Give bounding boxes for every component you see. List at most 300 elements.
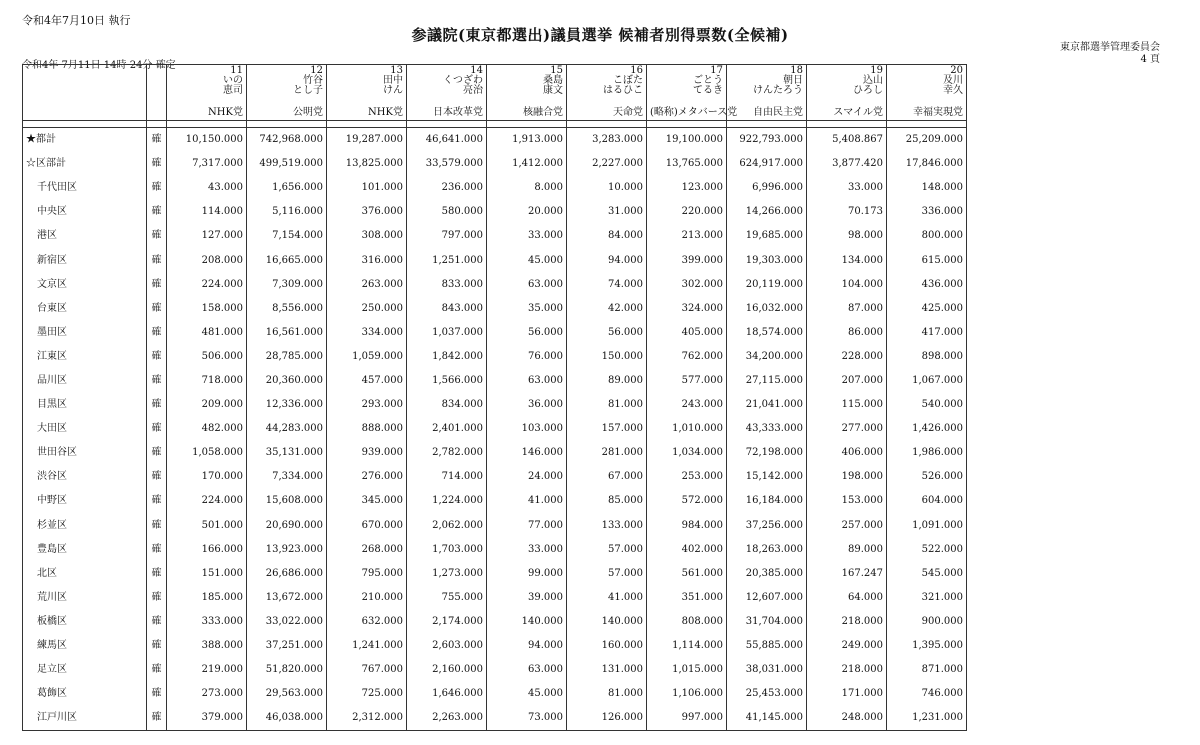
vote-count-cell: 376.000 [327, 200, 407, 224]
vote-count-cell: 55,885.000 [727, 634, 807, 658]
status-cell: 確 [147, 248, 167, 272]
vote-count-cell: 997.000 [647, 706, 727, 731]
district-label: 北区 [23, 562, 147, 586]
district-label: 板橋区 [23, 610, 147, 634]
vote-count-cell: 7,154.000 [247, 224, 327, 248]
vote-count-cell: 501.000 [167, 514, 247, 538]
vote-count-cell: 1,034.000 [647, 441, 727, 465]
vote-count-cell: 425.000 [887, 297, 967, 321]
vote-count-cell: 540.000 [887, 393, 967, 417]
status-cell: 確 [147, 417, 167, 441]
status-cell: 確 [147, 610, 167, 634]
district-label: 千代田区 [23, 176, 147, 200]
vote-count-cell: 63.000 [487, 369, 567, 393]
vote-count-cell: 336.000 [887, 200, 967, 224]
candidate-header [567, 65, 647, 121]
status-cell: 確 [147, 658, 167, 682]
candidate-header [247, 65, 327, 121]
vote-count-cell: 12,336.000 [247, 393, 327, 417]
vote-count-cell: 273.000 [167, 682, 247, 706]
table-row [23, 465, 967, 489]
district-label: 新宿区 [23, 248, 147, 272]
table-row [23, 538, 967, 562]
table-row [23, 634, 967, 658]
candidate-number: 20 [950, 65, 963, 76]
vote-count-cell: 321.000 [887, 586, 967, 610]
status-cell: 確 [147, 176, 167, 200]
vote-count-cell: 405.000 [647, 321, 727, 345]
table-row [23, 321, 967, 345]
vote-count-cell: 1,842.000 [407, 345, 487, 369]
vote-count-cell: 308.000 [327, 224, 407, 248]
vote-count-cell: 249.000 [807, 634, 887, 658]
table-row [23, 345, 967, 369]
vote-count-cell: 46,641.000 [407, 128, 487, 153]
vote-count-cell: 281.000 [567, 441, 647, 465]
vote-count-cell: 171.000 [807, 682, 887, 706]
vote-count-cell: 7,334.000 [247, 465, 327, 489]
vote-count-cell: 545.000 [887, 562, 967, 586]
vote-count-cell: 2,062.000 [407, 514, 487, 538]
candidate-header [407, 65, 487, 121]
vote-count-cell: 160.000 [567, 634, 647, 658]
vote-count-cell: 56.000 [567, 321, 647, 345]
page-number: 4 頁 [1140, 54, 1160, 65]
status-cell: 確 [147, 514, 167, 538]
candidate-name-line1: 込山 [863, 75, 883, 86]
vote-count-cell: 20,119.000 [727, 273, 807, 297]
vote-count-cell: 13,765.000 [647, 152, 727, 176]
vote-count-cell: 148.000 [887, 176, 967, 200]
vote-count-cell: 1,426.000 [887, 417, 967, 441]
vote-count-cell: 1,656.000 [247, 176, 327, 200]
vote-count-cell: 250.000 [327, 297, 407, 321]
table-row [23, 562, 967, 586]
vote-count-cell: 41.000 [487, 489, 567, 513]
vote-count-cell: 1,114.000 [647, 634, 727, 658]
vote-count-cell: 871.000 [887, 658, 967, 682]
table-row [23, 417, 967, 441]
candidate-name-line2: けん [383, 85, 403, 96]
status-cell: 確 [147, 224, 167, 248]
vote-count-cell: 7,309.000 [247, 273, 327, 297]
vote-count-cell: 220.000 [647, 200, 727, 224]
candidate-name-line1: くつざわ [443, 75, 483, 86]
district-label: 練馬区 [23, 634, 147, 658]
vote-count-cell: 127.000 [167, 224, 247, 248]
candidate-number: 12 [310, 65, 323, 76]
vote-count-cell: 218.000 [807, 610, 887, 634]
vote-count-cell: 114.000 [167, 200, 247, 224]
vote-count-cell: 89.000 [567, 369, 647, 393]
vote-count-cell: 8.000 [487, 176, 567, 200]
candidate-number: 19 [870, 65, 883, 76]
vote-count-cell: 604.000 [887, 489, 967, 513]
vote-count-cell: 939.000 [327, 441, 407, 465]
district-label: 江東区 [23, 345, 147, 369]
vote-count-cell: 43,333.000 [727, 417, 807, 441]
vote-count-cell: 27,115.000 [727, 369, 807, 393]
district-label: 品川区 [23, 369, 147, 393]
vote-count-cell: 263.000 [327, 273, 407, 297]
district-label: 墨田区 [23, 321, 147, 345]
vote-count-cell: 2,782.000 [407, 441, 487, 465]
vote-count-cell: 1,566.000 [407, 369, 487, 393]
status-cell: 確 [147, 369, 167, 393]
district-label: 世田谷区 [23, 441, 147, 465]
vote-count-cell: 85.000 [567, 489, 647, 513]
vote-count-cell: 3,283.000 [567, 128, 647, 153]
vote-count-cell: 406.000 [807, 441, 887, 465]
vote-count-cell: 33,579.000 [407, 152, 487, 176]
vote-count-cell: 115.000 [807, 393, 887, 417]
vote-count-cell: 219.000 [167, 658, 247, 682]
vote-count-cell: 3,877.420 [807, 152, 887, 176]
vote-count-cell: 18,263.000 [727, 538, 807, 562]
district-label: 中央区 [23, 200, 147, 224]
table-row [23, 152, 967, 176]
vote-count-cell: 14,266.000 [727, 200, 807, 224]
vote-count-cell: 2,263.000 [407, 706, 487, 731]
vote-count-cell: 402.000 [647, 538, 727, 562]
vote-count-cell: 228.000 [807, 345, 887, 369]
vote-count-cell: 42.000 [567, 297, 647, 321]
vote-count-cell: 1,224.000 [407, 489, 487, 513]
committee-name: 東京都選挙管理委員会 [1060, 42, 1160, 53]
vote-count-cell: 63.000 [487, 658, 567, 682]
vote-count-cell: 84.000 [567, 224, 647, 248]
vote-count-cell: 19,303.000 [727, 248, 807, 272]
vote-count-cell: 224.000 [167, 489, 247, 513]
candidate-header [727, 65, 807, 121]
status-cell: 確 [147, 465, 167, 489]
vote-count-cell: 41,145.000 [727, 706, 807, 731]
vote-count-cell: 324.000 [647, 297, 727, 321]
status-header-cell [147, 65, 167, 121]
vote-count-cell: 67.000 [567, 465, 647, 489]
vote-count-cell: 6,996.000 [727, 176, 807, 200]
table-row [23, 441, 967, 465]
vote-count-cell: 46,038.000 [247, 706, 327, 731]
vote-count-cell: 843.000 [407, 297, 487, 321]
vote-count-cell: 140.000 [567, 610, 647, 634]
vote-count-cell: 167.247 [807, 562, 887, 586]
vote-count-cell: 16,561.000 [247, 321, 327, 345]
vote-count-cell: 984.000 [647, 514, 727, 538]
vote-count-cell: 126.000 [567, 706, 647, 731]
vote-count-cell: 19,685.000 [727, 224, 807, 248]
status-cell: 確 [147, 538, 167, 562]
candidate-party: 自由民主党 [753, 107, 803, 118]
vote-count-cell: 31,704.000 [727, 610, 807, 634]
vote-count-cell: 900.000 [887, 610, 967, 634]
candidate-number: 16 [630, 65, 643, 76]
vote-count-cell: 714.000 [407, 465, 487, 489]
vote-count-cell: 718.000 [167, 369, 247, 393]
status-cell: 確 [147, 682, 167, 706]
vote-count-cell: 166.000 [167, 538, 247, 562]
candidate-party: NHK党 [368, 107, 403, 118]
vote-count-cell: 218.000 [807, 658, 887, 682]
candidate-number: 13 [390, 65, 403, 76]
table-row [23, 248, 967, 272]
table-row [23, 706, 967, 731]
district-label: 江戸川区 [23, 706, 147, 731]
vote-count-cell: 35,131.000 [247, 441, 327, 465]
vote-count-cell: 31.000 [567, 200, 647, 224]
vote-count-cell: 98.000 [807, 224, 887, 248]
status-cell: 確 [147, 128, 167, 153]
vote-count-cell: 2,603.000 [407, 634, 487, 658]
vote-count-cell: 208.000 [167, 248, 247, 272]
vote-count-cell: 101.000 [327, 176, 407, 200]
candidate-party: 幸福実現党 [913, 107, 963, 118]
vote-count-cell: 746.000 [887, 682, 967, 706]
vote-count-cell: 26,686.000 [247, 562, 327, 586]
vote-count-cell: 1,010.000 [647, 417, 727, 441]
district-label: 杉並区 [23, 514, 147, 538]
district-label: ★都計 [23, 128, 147, 153]
candidate-header [887, 65, 967, 121]
vote-count-cell: 39.000 [487, 586, 567, 610]
vote-count-cell: 207.000 [807, 369, 887, 393]
table-row [23, 489, 967, 513]
vote-count-cell: 834.000 [407, 393, 487, 417]
table-row [23, 514, 967, 538]
vote-count-cell: 16,184.000 [727, 489, 807, 513]
candidate-name-line1: ごとう [693, 75, 723, 86]
vote-count-cell: 41.000 [567, 586, 647, 610]
vote-count-cell: 34,200.000 [727, 345, 807, 369]
candidate-header [167, 65, 247, 121]
candidate-header [807, 65, 887, 121]
vote-count-cell: 25,209.000 [887, 128, 967, 153]
candidate-header [487, 65, 567, 121]
candidate-party: スマイル党 [833, 107, 883, 118]
vote-count-cell: 134.000 [807, 248, 887, 272]
table-row [23, 273, 967, 297]
vote-count-cell: 13,923.000 [247, 538, 327, 562]
candidate-name-line2: 亮治 [463, 85, 483, 96]
vote-count-cell: 10,150.000 [167, 128, 247, 153]
vote-count-cell: 43.000 [167, 176, 247, 200]
vote-count-cell: 86.000 [807, 321, 887, 345]
vote-count-cell: 73.000 [487, 706, 567, 731]
vote-count-cell: 18,574.000 [727, 321, 807, 345]
vote-count-cell: 12,607.000 [727, 586, 807, 610]
candidate-name-line1: 朝日 [783, 75, 803, 86]
vote-count-cell: 99.000 [487, 562, 567, 586]
candidate-header [327, 65, 407, 121]
vote-count-cell: 5,116.000 [247, 200, 327, 224]
vote-count-cell: 224.000 [167, 273, 247, 297]
vote-count-cell: 580.000 [407, 200, 487, 224]
vote-count-cell: 13,672.000 [247, 586, 327, 610]
vote-count-cell: 725.000 [327, 682, 407, 706]
vote-count-cell: 293.000 [327, 393, 407, 417]
table-row [23, 682, 967, 706]
candidate-name-line1: 及川 [943, 75, 963, 86]
vote-count-cell: 345.000 [327, 489, 407, 513]
vote-count-cell: 20.000 [487, 200, 567, 224]
committee-info [1060, 42, 1160, 66]
vote-count-cell: 94.000 [487, 634, 567, 658]
vote-count-cell: 1,058.000 [167, 441, 247, 465]
vote-count-cell: 795.000 [327, 562, 407, 586]
vote-count-cell: 20,385.000 [727, 562, 807, 586]
table-row [23, 393, 967, 417]
vote-count-cell: 74.000 [567, 273, 647, 297]
vote-count-cell: 51,820.000 [247, 658, 327, 682]
candidate-name-line1: いの [223, 75, 243, 86]
district-label: 渋谷区 [23, 465, 147, 489]
vote-count-cell: 5,408.867 [807, 128, 887, 153]
table-row [23, 369, 967, 393]
candidate-name-line2: 康文 [543, 85, 563, 96]
vote-count-cell: 417.000 [887, 321, 967, 345]
status-cell: 確 [147, 706, 167, 731]
vote-count-cell: 81.000 [567, 682, 647, 706]
status-cell: 確 [147, 152, 167, 176]
candidate-party: 日本改革党 [433, 107, 483, 118]
vote-count-cell: 150.000 [567, 345, 647, 369]
district-label: ☆区部計 [23, 152, 147, 176]
district-label: 文京区 [23, 273, 147, 297]
vote-count-cell: 89.000 [807, 538, 887, 562]
vote-count-cell: 1,646.000 [407, 682, 487, 706]
vote-count-cell: 76.000 [487, 345, 567, 369]
vote-count-cell: 632.000 [327, 610, 407, 634]
vote-count-cell: 7,317.000 [167, 152, 247, 176]
vote-count-cell: 922,793.000 [727, 128, 807, 153]
vote-count-cell: 624,917.000 [727, 152, 807, 176]
vote-count-cell: 833.000 [407, 273, 487, 297]
table-row [23, 128, 967, 153]
district-label: 台東区 [23, 297, 147, 321]
vote-count-cell: 70.173 [807, 200, 887, 224]
candidate-name-line1: 桑島 [543, 75, 563, 86]
vote-count-cell: 158.000 [167, 297, 247, 321]
vote-count-cell: 1,273.000 [407, 562, 487, 586]
vote-count-cell: 38,031.000 [727, 658, 807, 682]
vote-count-cell: 1,251.000 [407, 248, 487, 272]
vote-count-cell: 56.000 [487, 321, 567, 345]
vote-count-cell: 808.000 [647, 610, 727, 634]
district-label: 目黒区 [23, 393, 147, 417]
status-cell: 確 [147, 393, 167, 417]
status-cell: 確 [147, 297, 167, 321]
vote-count-cell: 481.000 [167, 321, 247, 345]
page-title: 参議院(東京都選出)議員選挙 候補者別得票数(全候補) [411, 26, 789, 44]
vote-count-cell: 1,703.000 [407, 538, 487, 562]
vote-count-cell: 243.000 [647, 393, 727, 417]
vote-count-cell: 1,106.000 [647, 682, 727, 706]
vote-count-cell: 198.000 [807, 465, 887, 489]
vote-count-cell: 17,846.000 [887, 152, 967, 176]
vote-count-cell: 257.000 [807, 514, 887, 538]
vote-count-cell: 13,825.000 [327, 152, 407, 176]
candidate-name-line2: てるき [693, 85, 723, 96]
candidate-name-line1: 竹谷 [303, 75, 323, 86]
vote-count-cell: 762.000 [647, 345, 727, 369]
vote-count-cell: 57.000 [567, 538, 647, 562]
vote-count-cell: 45.000 [487, 682, 567, 706]
vote-count-cell: 37,256.000 [727, 514, 807, 538]
vote-count-cell: 379.000 [167, 706, 247, 731]
candidate-name-line1: 田中 [383, 75, 403, 86]
vote-count-cell: 57.000 [567, 562, 647, 586]
vote-count-cell: 277.000 [807, 417, 887, 441]
vote-count-cell: 33.000 [807, 176, 887, 200]
vote-count-cell: 482.000 [167, 417, 247, 441]
status-cell: 確 [147, 321, 167, 345]
vote-count-cell: 1,037.000 [407, 321, 487, 345]
vote-count-cell: 615.000 [887, 248, 967, 272]
district-label: 港区 [23, 224, 147, 248]
vote-count-cell: 248.000 [807, 706, 887, 731]
vote-count-cell: 499,519.000 [247, 152, 327, 176]
table-row [23, 586, 967, 610]
vote-count-cell: 15,608.000 [247, 489, 327, 513]
vote-count-cell: 33,022.000 [247, 610, 327, 634]
vote-count-cell: 103.000 [487, 417, 567, 441]
candidate-party: (略称)メタバース党 [650, 107, 738, 118]
vote-count-cell: 24.000 [487, 465, 567, 489]
status-cell: 確 [147, 441, 167, 465]
vote-count-cell: 36.000 [487, 393, 567, 417]
candidate-party: 核融合党 [523, 107, 563, 118]
status-cell: 確 [147, 489, 167, 513]
vote-count-cell: 45.000 [487, 248, 567, 272]
vote-count-cell: 21,041.000 [727, 393, 807, 417]
status-cell: 確 [147, 562, 167, 586]
status-cell: 確 [147, 634, 167, 658]
vote-count-cell: 123.000 [647, 176, 727, 200]
district-label: 大田区 [23, 417, 147, 441]
vote-count-cell: 561.000 [647, 562, 727, 586]
vote-count-cell: 2,227.000 [567, 152, 647, 176]
table-body [23, 121, 967, 731]
vote-count-cell: 104.000 [807, 273, 887, 297]
vote-count-cell: 15,142.000 [727, 465, 807, 489]
candidate-party: 天命党 [613, 107, 643, 118]
vote-count-cell: 797.000 [407, 224, 487, 248]
status-cell: 確 [147, 273, 167, 297]
candidate-header-row [23, 65, 967, 121]
candidate-name-line2: はるひこ [603, 85, 643, 96]
vote-count-cell: 209.000 [167, 393, 247, 417]
vote-count-cell: 16,665.000 [247, 248, 327, 272]
vote-count-cell: 236.000 [407, 176, 487, 200]
district-label: 荒川区 [23, 586, 147, 610]
vote-count-cell: 888.000 [327, 417, 407, 441]
vote-count-cell: 1,015.000 [647, 658, 727, 682]
vote-count-cell: 351.000 [647, 586, 727, 610]
vote-count-cell: 334.000 [327, 321, 407, 345]
vote-count-cell: 146.000 [487, 441, 567, 465]
vote-table [22, 64, 967, 731]
vote-count-cell: 399.000 [647, 248, 727, 272]
vote-count-cell: 185.000 [167, 586, 247, 610]
candidate-name-line2: ひろし [853, 85, 883, 96]
vote-count-cell: 87.000 [807, 297, 887, 321]
vote-count-cell: 35.000 [487, 297, 567, 321]
vote-count-cell: 276.000 [327, 465, 407, 489]
vote-count-cell: 81.000 [567, 393, 647, 417]
vote-count-cell: 19,100.000 [647, 128, 727, 153]
table-row [23, 176, 967, 200]
vote-count-cell: 37,251.000 [247, 634, 327, 658]
